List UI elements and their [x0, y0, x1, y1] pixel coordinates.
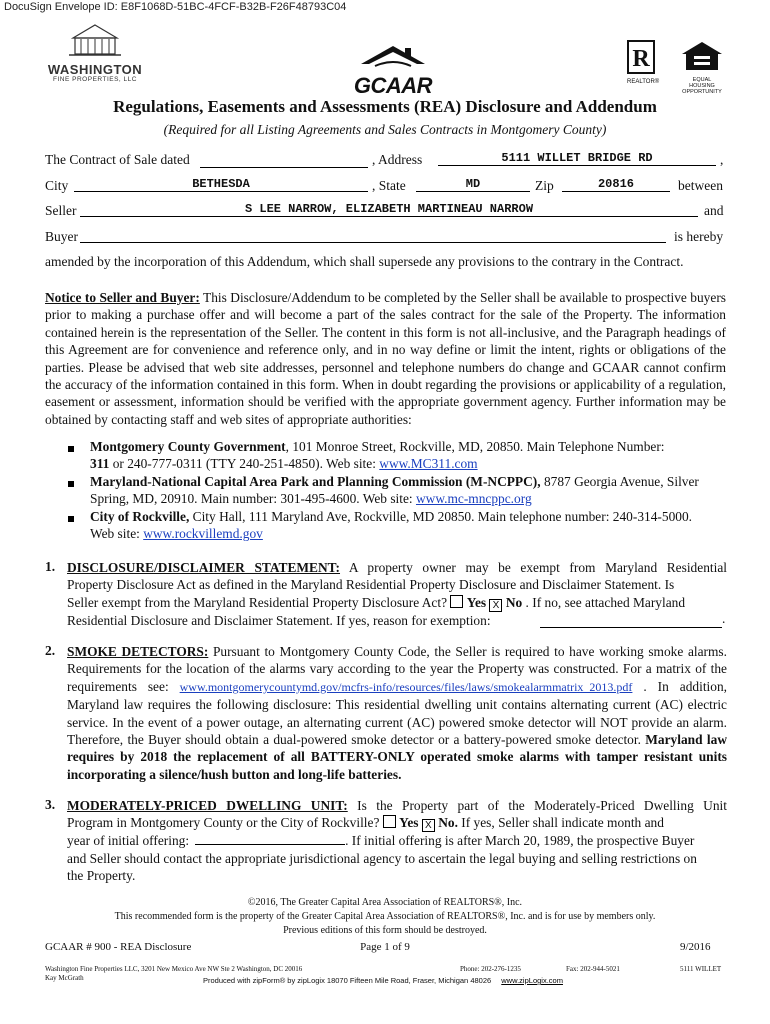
authority-phone-main: 311 — [90, 456, 110, 472]
exemption-reason-field[interactable] — [540, 613, 722, 628]
buyer-label: Buyer — [45, 229, 78, 244]
section-2-heading: SMOKE DETECTORS: — [67, 644, 209, 659]
authority-address: , 101 Monroe Street, Rockville, MD, 20850. Main Telephone Number: — [285, 439, 665, 454]
footer-previous: Previous editions of this form should be destroyed. — [283, 925, 487, 936]
footer-recommended: This recommended form is the property of the Greater Capital Area Association of REALTORS®, Inc. and is for use by members only. — [114, 911, 656, 922]
equal-housing-caption: EQUAL HOUSING OPPORTUNITY — [682, 77, 722, 95]
washington-logo — [45, 22, 145, 82]
document-subtitle: (Required for all Listing Agreements and Sales Contracts in Montgomery County) — [163, 122, 607, 137]
initial-offering-field[interactable] — [195, 832, 345, 845]
address-label: , Address — [372, 152, 423, 167]
ziplogix-link[interactable]: www.zipLogix.com — [501, 976, 563, 985]
zip-field[interactable]: 20816 — [562, 177, 670, 192]
and-text: and — [704, 203, 724, 218]
buyer-field[interactable] — [80, 228, 666, 243]
authority-name: Maryland-National Capital Area Park and Planning Commission (M-NCPPC), — [90, 474, 541, 489]
notice-body: This Disclosure/Addendum to be completed by the Seller shall be available to prospective buyers prior to making a purchase offer and will become a part of the sales contract for the sale of the Property. The information contained herein is the representation of the Seller. The content in this form is not all-inclusive, and the Paragraph headings of this Agreement are for convenience and reference only, and in no way define or limit the intent, rights or obligations of the parties. Please be advised that web site addresses, personnel and telephone numbers do change and GCAAR cannot confirm the accuracy of the information contained in this form. When in doubt regarding the provisions or applicability of a regulation, easement or assessment, information should be verified with the appropriate government agency. Further information may be obtained by contacting staff and web sites of appropriate authorities: — [45, 290, 726, 427]
realtor-caption: REALTOR® — [627, 79, 660, 85]
footer-file-name: 5111 WILLET — [680, 965, 722, 973]
section-3-question: Program in Montgomery County or the City of Rockville? — [67, 815, 380, 831]
gcaar-logo-text: GCAAR — [353, 73, 433, 98]
authority-address: City Hall, 111 Maryland Ave, Rockville, MD 20850. Main telephone number: 240-314-5000. — [189, 509, 693, 524]
mpdu-no-label: No. — [438, 815, 458, 831]
city-label: City — [45, 178, 69, 193]
section-3-text: Is the Property part of the Moderately-Priced Dwelling Unit — [347, 798, 727, 813]
section-2-bold-text: Maryland law requires by 2018 the replacement of all BATTERY-ONLY operated smoke alarms with tamper resistant units incorporating a silence/hush button and long-life batteries. — [67, 732, 727, 782]
section-2-text: . In addition, Maryland law requires the following disclosure: This residential dwelling unit contains alternating current (AC) electric service. In the event of a power outage, an alternating current (AC) powered smoke detector will NOT provide an alarm. Therefore, the Buyer should obtain a dual-powered smoke detector or a battery-powered smoke detector. — [67, 678, 728, 748]
section-3-text: and Seller should contact the appropriate jurisdictional agency to ascertain the legal buying and selling restrictions on — [67, 850, 697, 866]
state-label: , State — [372, 178, 406, 193]
section-3-number: 3. — [45, 797, 56, 812]
rockville-link[interactable]: www.rockvillemd.gov — [143, 526, 263, 542]
city-field[interactable]: BETHESDA — [74, 177, 368, 192]
section-2-number: 2. — [45, 643, 56, 658]
exempt-yes-checkbox[interactable] — [450, 595, 463, 608]
state-field[interactable]: MD — [416, 177, 530, 192]
washington-logo-name: WASHINGTON — [47, 62, 143, 77]
authority-phone: Web site: — [90, 526, 144, 542]
house-roof-icon — [345, 44, 441, 72]
section-3-text: If yes, Seller shall indicate month and — [457, 815, 664, 831]
realtor-r-icon — [627, 40, 655, 74]
mpdu-yes-checkbox[interactable] — [383, 815, 396, 828]
section-3-text: . If initial offering is after March 20, 1989, the prospective Buyer — [345, 833, 695, 849]
section-1-heading: DISCLOSURE/DISCLAIMER STATEMENT: — [67, 560, 341, 575]
amended-text: amended by the incorporation of this Addendum, which shall supersede any provisions to the contrary in the Contract. — [45, 254, 684, 269]
exempt-yes-label: Yes — [466, 594, 487, 610]
footer-brokerage: Washington Fine Properties LLC, 3201 New Mexico Ave NW Ste 2 Washington, DC 20016 — [45, 965, 303, 973]
footer-produced-text: Produced with zipForm® by zipLogix 18070 Fifteen Mile Road, Fraser, Michigan 48026 — [203, 976, 492, 985]
mpdu-no-checkbox[interactable]: X — [422, 819, 435, 832]
footer-page-number: Page 1 of 9 — [360, 941, 410, 953]
footer-agent: Kay McGrath — [45, 974, 84, 982]
section-2-text: Pursuant to Montgomery County Code, the Seller is required to have working smoke alarms. Requirements for the location of the alarms vary according to the year the Property was constructed. For a matrix of the requirements see: — [67, 644, 727, 694]
exempt-no-label: No — [505, 594, 523, 610]
section-1-number: 1. — [45, 559, 56, 574]
gcaar-logo — [345, 44, 441, 98]
section-3-text: year of initial offering: — [67, 833, 190, 849]
authority-name: City of Rockville, — [90, 509, 190, 524]
mc311-link[interactable]: www.MC311.com — [379, 456, 478, 472]
contract-label: The Contract of Sale dated — [45, 152, 190, 167]
footer-fax: Fax: 202-944-5021 — [566, 965, 620, 973]
envelope-id: DocuSign Envelope ID: E8F1068D-51BC-4FCF-B32B-F26F48793C04 — [4, 1, 347, 13]
document-title: Regulations, Easements and Assessments (REA) Disclosure and Addendum — [113, 97, 657, 116]
svg-text:R: R — [632, 46, 650, 72]
bullet-icon — [68, 481, 74, 487]
washington-logo-sub: FINE PROPERTIES, LLC — [53, 76, 137, 83]
authority-phone: or 240-777-0311 (TTY 240-251-4850). Web site: — [109, 456, 380, 472]
seller-field[interactable]: S LEE NARROW, ELIZABETH MARTINEAU NARROW — [80, 202, 698, 217]
between-text: between — [678, 178, 723, 193]
realtor-logo — [627, 40, 660, 85]
authority-address: 8787 Georgia Avenue, Silver — [540, 474, 699, 489]
notice-paragraph — [45, 289, 726, 428]
section-1-text: Property Disclosure Act as defined in the Maryland Residential Property Disclosure and Disclaimer Statement. Is — [67, 577, 675, 593]
bullet-icon — [68, 516, 74, 522]
address-field[interactable]: 5111 WILLET BRIDGE RD — [438, 151, 716, 166]
exempt-no-checkbox[interactable]: X — [489, 599, 502, 612]
section-1-question: Seller exempt from the Maryland Residential Property Disclosure Act? — [67, 594, 448, 610]
section-3-heading: MODERATELY-PRICED DWELLING UNIT: — [67, 798, 348, 813]
authority-montgomery — [90, 438, 730, 473]
equal-housing-logo — [678, 40, 726, 95]
section-1-text: A property owner may be exempt from Maryland Residential — [340, 560, 727, 575]
equal-housing-icon — [678, 40, 726, 72]
mncppc-link[interactable]: www.mc-mncppc.org — [415, 491, 532, 507]
mpdu-yes-label: Yes — [399, 815, 419, 831]
address-comma: , — [720, 152, 724, 167]
footer-date: 9/2016 — [680, 941, 711, 953]
section-1-text: Residential Disclosure and Disclaimer Statement. If yes, reason for exemption: — [67, 612, 491, 628]
section-3 — [67, 797, 727, 885]
notice-heading: Notice to Seller and Buyer: — [45, 290, 200, 305]
footer-form-id: GCAAR # 900 - REA Disclosure — [45, 941, 192, 953]
section-2 — [67, 643, 727, 783]
contract-date-field[interactable] — [200, 153, 368, 168]
smoke-matrix-link[interactable]: www.montgomerycountymd.gov/mcfrs-info/resources/files/laws/smokealarmmatrix_2013.pdf — [179, 679, 633, 694]
footer-produced — [203, 976, 563, 985]
hereby-text: is hereby — [674, 229, 724, 244]
authority-phone: Spring, MD, 20910. Main number: 301-495-4600. Web site: — [90, 491, 416, 507]
zip-label: Zip — [535, 178, 554, 193]
section-1-text: . If no, see attached Maryland — [522, 594, 686, 610]
seller-label: Seller — [45, 203, 77, 218]
authority-rockville — [90, 508, 730, 543]
bullet-icon — [68, 446, 74, 452]
authority-mncppc — [90, 473, 730, 508]
authority-name: Montgomery County Government — [90, 439, 286, 454]
footer-copyright: ©2016, The Greater Capital Area Association of REALTORS®, Inc. — [247, 897, 523, 908]
building-icon — [45, 22, 145, 58]
section-3-text: the Property. — [67, 868, 136, 884]
footer-phone: Phone: 202-276-1235 — [460, 965, 521, 973]
section-1-end: . — [722, 611, 726, 626]
